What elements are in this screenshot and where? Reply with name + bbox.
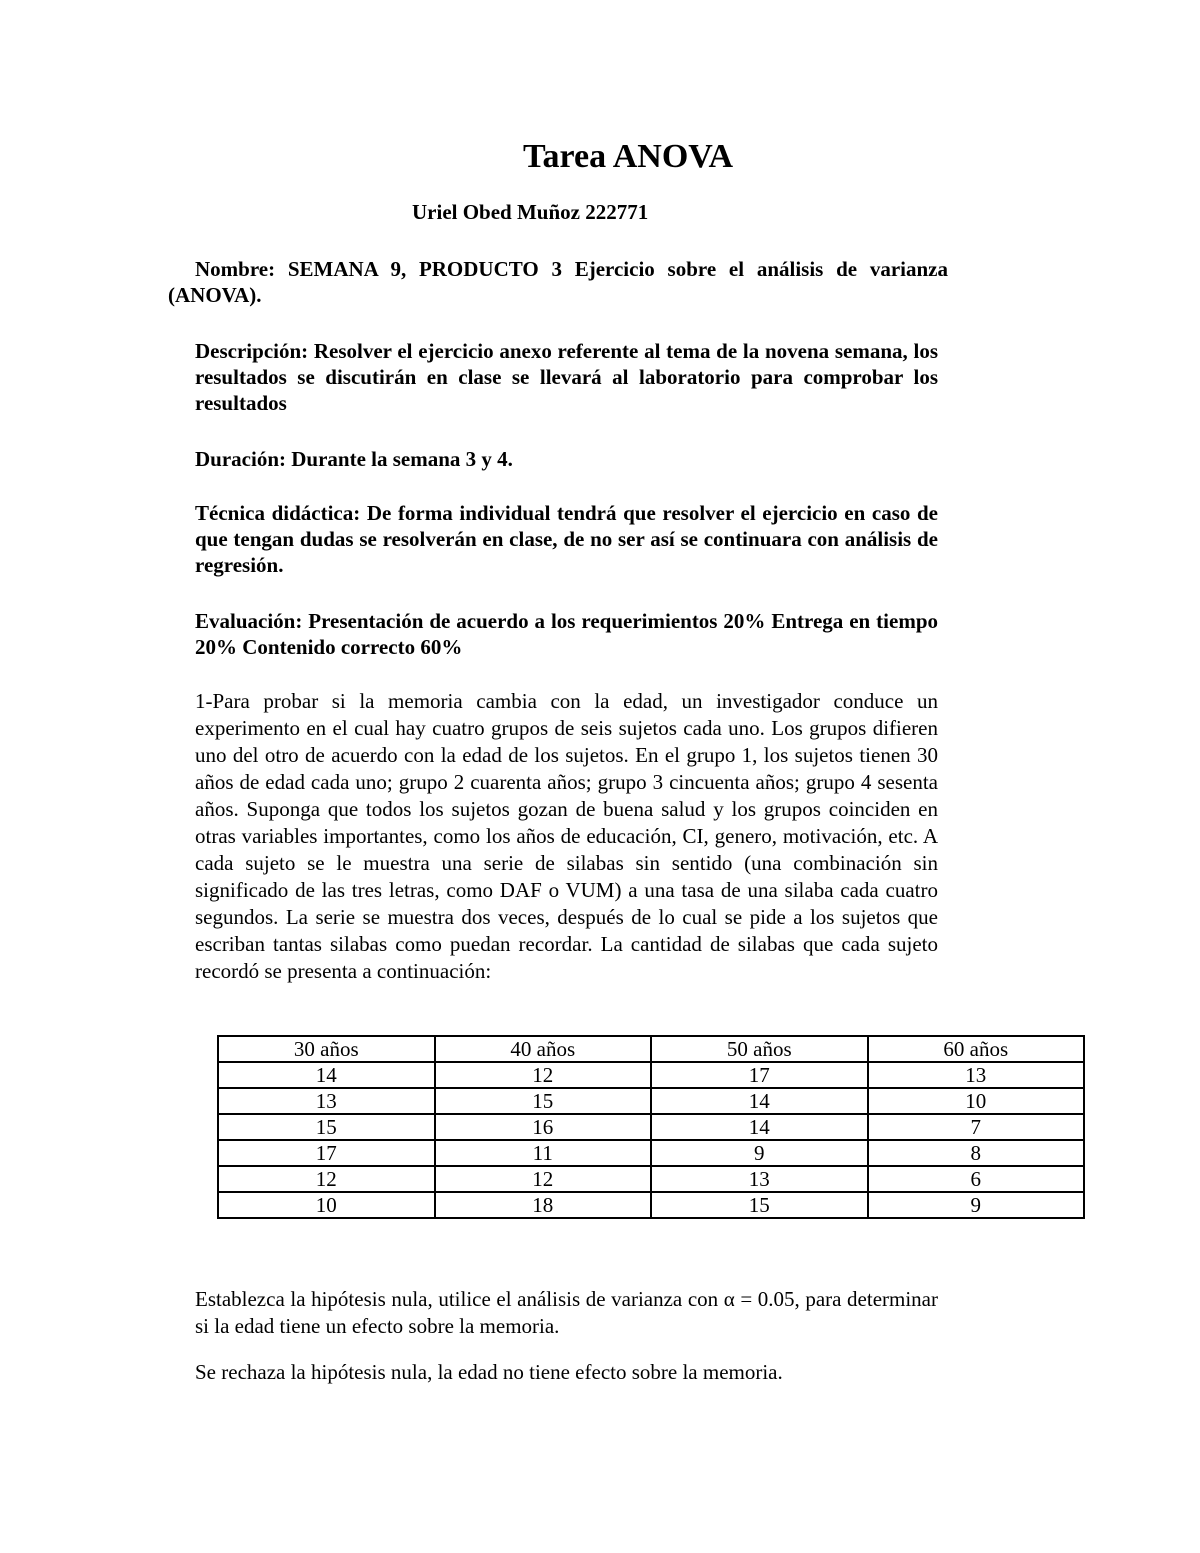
table-cell: 10	[868, 1088, 1085, 1114]
author-line: Uriel Obed Muñoz 222771	[412, 200, 649, 224]
table-header-cell: 60 años	[868, 1036, 1085, 1062]
duracion-paragraph: Duración: Durante la semana 3 y 4.	[195, 447, 513, 471]
table-cell: 13	[651, 1166, 868, 1192]
table-cell: 15	[651, 1192, 868, 1218]
table-row	[218, 1166, 1084, 1192]
table-cell: 13	[868, 1062, 1085, 1088]
table-cell: 8	[868, 1140, 1085, 1166]
table-cell: 12	[435, 1166, 652, 1192]
table-header-cell: 40 años	[435, 1036, 652, 1062]
memory-data-table	[217, 1035, 1085, 1219]
table-cell: 14	[651, 1088, 868, 1114]
table-header-cell: 50 años	[651, 1036, 868, 1062]
table-cell: 16	[435, 1114, 652, 1140]
table-header-cell: 30 años	[218, 1036, 435, 1062]
table-cell: 13	[218, 1088, 435, 1114]
nombre-paragraph: Nombre: SEMANA 9, PRODUCTO 3 Ejercicio sobre el análisis de varianza (ANOVA).	[168, 257, 948, 307]
table-row	[218, 1140, 1084, 1166]
conclusion-paragraph: Se rechaza la hipótesis nula, la edad no tiene efecto sobre la memoria.	[195, 1360, 783, 1384]
table-row	[218, 1192, 1084, 1218]
table-header-row	[218, 1036, 1084, 1062]
hypothesis-paragraph: Establezca la hipótesis nula, utilice el análisis de varianza con α = 0.05, para determinar si la edad tiene un efecto sobre la memoria.	[195, 1287, 938, 1338]
document-title: Tarea ANOVA	[522, 138, 734, 175]
evaluacion-paragraph: Evaluación: Presentación de acuerdo a los requerimientos 20% Entrega en tiempo 20% Contenido correcto 60%	[195, 609, 938, 659]
table-cell: 12	[435, 1062, 652, 1088]
table-cell: 15	[218, 1114, 435, 1140]
table-cell: 9	[651, 1140, 868, 1166]
table-cell: 14	[651, 1114, 868, 1140]
table-cell: 14	[218, 1062, 435, 1088]
table-row	[218, 1062, 1084, 1088]
table-cell: 6	[868, 1166, 1085, 1192]
table-cell: 9	[868, 1192, 1085, 1218]
table-cell: 12	[218, 1166, 435, 1192]
table-cell: 11	[435, 1140, 652, 1166]
problem-statement: 1-Para probar si la memoria cambia con la edad, un investigador conduce un experimento en el cual hay cuatro grupos de seis sujetos cada uno. Los grupos difieren uno del otro de acuerdo con la edad de los sujetos. En el grupo 1, los sujetos tienen 30 años de edad cada uno; grupo 2 cuarenta años; grupo 3 cincuenta años; grupo 4 sesenta años. Suponga que todos los sujetos gozan de buena salud y los grupos coinciden en otras variables importantes, como los años de educación, CI, genero, motivación, etc. A cada sujeto se le muestra una serie de silabas sin sentido (una combinación sin significado de las tres letras, como DAF o VUM) a una tasa de una silaba cada cuatro segundos. La serie se muestra dos veces, después de lo cual se pide a los sujetos que escriban tantas silabas como puedan recordar. La cantidad de silabas que cada sujeto recordó se presenta a continuación:	[195, 689, 938, 983]
tecnica-paragraph: Técnica didáctica: De forma individual tendrá que resolver el ejercicio en caso de que tengan dudas se resolverán en clase, de no ser así se continuara con análisis de regresión.	[195, 501, 938, 577]
table-cell: 7	[868, 1114, 1085, 1140]
table-cell: 17	[218, 1140, 435, 1166]
table-cell: 17	[651, 1062, 868, 1088]
table-row	[218, 1114, 1084, 1140]
table-cell: 10	[218, 1192, 435, 1218]
descripcion-paragraph: Descripción: Resolver el ejercicio anexo referente al tema de la novena semana, los resultados se discutirán en clase se llevará al laboratorio para comprobar los resultados	[195, 339, 938, 415]
table-row	[218, 1088, 1084, 1114]
table-cell: 18	[435, 1192, 652, 1218]
table-cell: 15	[435, 1088, 652, 1114]
